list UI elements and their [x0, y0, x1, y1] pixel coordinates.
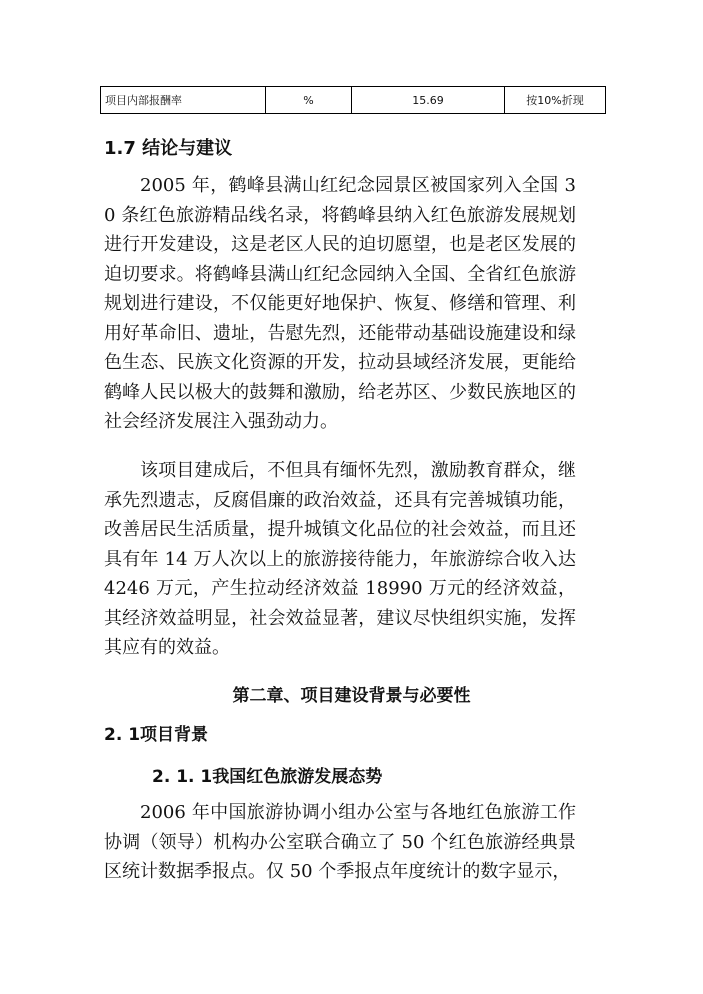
section-heading-2-1: 2. 1项目背景 — [104, 725, 209, 745]
note-cell: 按10%折现 — [505, 87, 606, 114]
indicator-name-cell: 项目内部报酬率 — [101, 87, 266, 114]
section-heading-1-7: 1.7 结论与建议 — [104, 138, 233, 159]
table-row — [101, 87, 606, 114]
paragraph-red-tourism: 2006 年中国旅游协调小组办公室与各地红色旅游工作协调（领导）机构办公室联合确立了 50 个红色旅游经典景区统计数据季报点。仅 50 个季报点年度统计的数字显示， — [104, 802, 576, 882]
value-cell: 15.69 — [352, 87, 505, 114]
paragraph-conclusion-1: 2005 年，鹤峰县满山红纪念园景区被国家列入全国 30 条红色旅游精品线名录，将鹤峰县纳入红色旅游发展规划进行开发建设，这是老区人民的迫切愿望，也是老区发展的迫切要求。将鹤峰县满山红纪念园纳入全国、全省红色旅游规划进行建设，不仅能更好地保护、恢复、修缮和管理、利用好革命旧、遗址，告慰先烈，还能带动基础设施建设和绿色生态、民族文化资源的开发，拉动县域经济发展，更能给鹤峰人民以极大的鼓舞和激励，给老苏区、少数民族地区的社会经济发展注入强劲动力。 — [104, 175, 576, 432]
paragraph-conclusion-2: 该项目建成后，不但具有缅怀先烈，激励教育群众，继承先烈遗志，反腐倡廉的政治效益，还具有完善城镇功能，改善居民生活质量，提升城镇文化品位的社会效益，而且还具有年 14 万人次以上的旅游接待能力，年旅游综合收入达 4246 万元，产生拉动经济效益 18990 万元的经济效益，其经济效益明显，社会效益显著，建议尽快组织实施，发挥其应有的效益。 — [104, 460, 576, 658]
financial-indicator-table — [100, 86, 606, 114]
section-heading-2-1-1: 2. 1. 1我国红色旅游发展态势 — [152, 767, 383, 787]
unit-cell: % — [266, 87, 352, 114]
chapter-title: 第二章、项目建设背景与必要性 — [232, 686, 471, 706]
